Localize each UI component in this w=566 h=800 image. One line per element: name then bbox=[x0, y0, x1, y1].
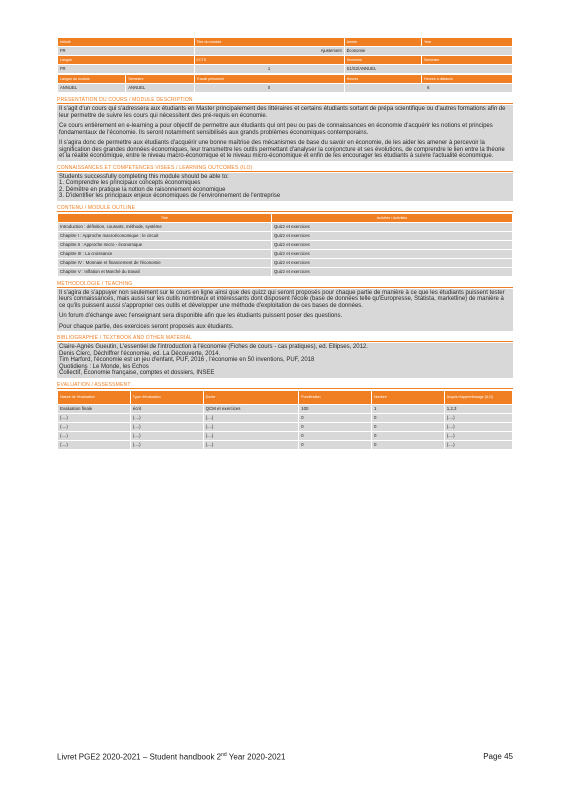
cell: (....) bbox=[130, 413, 203, 422]
cell: Evaluation finale bbox=[58, 404, 131, 413]
column-header: Pondération bbox=[299, 390, 372, 404]
cell: Quizz et exercices bbox=[271, 222, 512, 231]
module-header-table bbox=[57, 37, 513, 74]
cell: (....) bbox=[58, 440, 131, 449]
course-sheet bbox=[57, 37, 513, 450]
column-header: Acquis d'apprentissage (ILO) bbox=[444, 390, 512, 404]
cell: Chapitre III : La croissance bbox=[58, 249, 272, 258]
cell: 100 bbox=[299, 404, 372, 413]
paragraph: Il s'agit d'un cours qui s'adressera aux étudiants en Master principalement des littéraires et certains étudiants sortant de prépa scientifique ou d'autres formations afin de leur permettre de suivre les cours qui nécessitent des pré-requis en économie. bbox=[59, 106, 506, 119]
cell: (....) bbox=[58, 431, 131, 440]
header-label: Année bbox=[344, 38, 421, 47]
header-value: S1/S2/ANNUEL bbox=[344, 65, 512, 74]
header-label: Travail personnel bbox=[194, 75, 344, 84]
paragraph: Il s'agira donc de permettre aux étudiants d'acquérir une bonne maîtrise des mécanismes de base du savoir en économie, de les aider les amener à percevoir la signification des grandes données économiques, leur transmettre les outils permettant d'analyser la conjoncture et ses évolutions, de comprendre le lien entre la théorie et la réalité économique, entre le niveau macro-économique et le niveau micro-économique et enfin de les encourager les étudiants à suivre l'actualité économique. bbox=[59, 140, 505, 159]
header-value: 1 bbox=[194, 65, 344, 74]
header-label: Intitulé bbox=[58, 38, 195, 47]
header-label: ECTS bbox=[194, 56, 344, 65]
cell: Chapitre I : Approche macroéconomique : le circuit bbox=[58, 231, 272, 240]
cell: (....) bbox=[203, 440, 299, 449]
section-title-presentation: PRESENTATION DU COURS / MODULE DESCRIPTION bbox=[57, 96, 513, 104]
line: 2. Démêtre en pratique la notion de raisonnement économique bbox=[59, 186, 226, 193]
cell: (....) bbox=[444, 431, 512, 440]
line: 1. Comprendre les principaux concepts économiques bbox=[59, 180, 201, 186]
header-value: 6 bbox=[344, 84, 512, 93]
paragraph: Ce cours entièrement en e-learning a pour objectif de permettre aux étudiants qui ont peu ou pas de connaissances en économie d'acquérir les notions et principes fondamentaux de l'économie. Ils seront notamment sensibilisés aux grands problèmes économiques contemporains. bbox=[59, 123, 493, 136]
line: Denis Clerc, Déchiffrer l'économie, ed. La Découverte, 2014. bbox=[59, 350, 221, 357]
cell: (....) bbox=[130, 431, 203, 440]
cell: Quizz et exercices bbox=[271, 267, 512, 276]
ilo-text bbox=[57, 173, 513, 201]
column-header: Durée bbox=[203, 390, 299, 404]
presentation-text bbox=[57, 105, 513, 161]
evaluation-table bbox=[57, 390, 513, 450]
header-label: Titre du module bbox=[194, 38, 344, 47]
cell: QCM et exercices bbox=[203, 404, 299, 413]
cell: (....) bbox=[444, 422, 512, 431]
table-row bbox=[58, 231, 513, 240]
column-header: Type d'évaluation bbox=[130, 390, 203, 404]
header-label: Semestre bbox=[126, 75, 194, 84]
cell: Chapitre IV : Monnaie et financement de l'économie bbox=[58, 258, 272, 267]
line: Collectif, Économie française, comptes et dossiers, INSEE bbox=[59, 370, 215, 376]
section-title-evaluation: EVALUATION / ASSESSMENT bbox=[57, 381, 513, 389]
table-row bbox=[58, 222, 513, 231]
column-header: Activités / Activities bbox=[271, 213, 512, 222]
header-value: ANNUEL bbox=[58, 84, 126, 93]
footer-sup: nd bbox=[221, 752, 227, 758]
cell: (....) bbox=[130, 422, 203, 431]
table-row bbox=[58, 440, 513, 449]
cell: Introduction : définition, courants, méthode, système bbox=[58, 222, 272, 231]
table-row bbox=[58, 240, 513, 249]
cell: (....) bbox=[58, 422, 131, 431]
paragraph: Un forum d'échange avec l'enseignant sera disponible afin que les étudiants puissent poser des questions. bbox=[59, 313, 343, 319]
line: Quotidiens : Le Monde, les Echos bbox=[59, 363, 149, 370]
header-label: Heures à distance bbox=[421, 75, 512, 84]
page-footer bbox=[57, 752, 513, 762]
cell: Chapitre V : Inflation et Marché du travail bbox=[58, 267, 272, 276]
header-label: Semestre bbox=[344, 56, 421, 65]
header-label: Heures bbox=[344, 75, 421, 84]
footer-left-rest: Year 2020-2021 bbox=[226, 752, 286, 762]
section-title-bibliography: BIBLIOGRAPHIE / TEXTBOOK AND OTHER MATERIAL bbox=[57, 334, 513, 342]
cell: (....) bbox=[203, 413, 299, 422]
paragraph: Il s'agira de s'appuyer non seulement sur le cours en ligne ainsi que des quizz qui seront proposés pour chaque partie de manière à ce que les étudiants puissent tester leurs connaissances, mais aussi sur les outils nombreux et intéressants dont disposent l'école (base de données telle qu'Europresse, Statista, marketline) de manière à ce qu'ils puissent aussi s'approprier ces outils et développer une méthode d'exploitation de ces bases de données. bbox=[59, 289, 505, 309]
module-hours-table bbox=[57, 74, 513, 93]
line: Students successfully completing this module should be able to: bbox=[59, 173, 229, 180]
cell: 0 bbox=[299, 440, 372, 449]
table-row bbox=[58, 249, 513, 258]
cell: (....) bbox=[58, 413, 131, 422]
table-row bbox=[58, 431, 513, 440]
section-title-methodology: METHODOLOGIE / TEACHING bbox=[57, 280, 513, 288]
header-value: 0 bbox=[194, 84, 344, 93]
cell: 0 bbox=[371, 440, 444, 449]
column-header: Nature de l'évaluation bbox=[58, 390, 131, 404]
cell: (....) bbox=[130, 440, 203, 449]
table-row bbox=[58, 422, 513, 431]
bibliography-text bbox=[57, 343, 513, 378]
column-header: Titre bbox=[58, 213, 272, 222]
table-row bbox=[58, 413, 513, 422]
cell: Quizz et exercices bbox=[271, 249, 512, 258]
table-row bbox=[58, 267, 513, 276]
cell: (....) bbox=[444, 413, 512, 422]
line: Tim Harford, l'économie est un jeu d'enfant, PUF, 2016 , l'économie en 50 inventions, PUF, 2018 bbox=[59, 357, 315, 363]
cell: (....) bbox=[203, 422, 299, 431]
cell: Chapitre II : Approche micro - économique bbox=[58, 240, 272, 249]
footer-left-text: Livret PGE2 2020-2021 – Student handbook 2 bbox=[57, 752, 222, 762]
cell: (....) bbox=[444, 440, 512, 449]
header-label: Langue bbox=[58, 56, 195, 65]
module-subject: Économie bbox=[344, 47, 512, 56]
header-label: Year bbox=[421, 38, 512, 47]
header-label: Semester bbox=[421, 56, 512, 65]
footer-left bbox=[57, 752, 285, 762]
header-label: Langue du module bbox=[58, 75, 126, 84]
module-title: Ajustement bbox=[194, 47, 344, 56]
cell: Quizz et exercices bbox=[271, 231, 512, 240]
table-row bbox=[58, 404, 513, 413]
section-title-ilo: CONNAISSANCES ET COMPETENCES VISEES / LEARNING OUTCOMES (ILO) bbox=[57, 164, 513, 172]
outline-table bbox=[57, 213, 513, 277]
cell: Quizz et exercices bbox=[271, 240, 512, 249]
header-value: FR bbox=[58, 65, 195, 74]
paragraph: Pour chaque partie, des exercices seront proposés aux étudiants. bbox=[59, 323, 234, 330]
cell: 0 bbox=[371, 431, 444, 440]
column-header: Nombre bbox=[371, 390, 444, 404]
line: 3. D'identifier les principaux enjeux économiques de l'environnement de l'entreprise bbox=[59, 193, 281, 199]
line: Claire-Agnès Gueutin, L'essentiel de l'introduction à l'économie (Fiches de cours - cas pratiques), ed. Ellipses, 2012. bbox=[59, 344, 368, 350]
section-title-outline: CONTENU / MODULE OUTLINE bbox=[57, 204, 513, 212]
cell: 1 bbox=[371, 404, 444, 413]
cell: écrit bbox=[130, 404, 203, 413]
cell: 0 bbox=[299, 413, 372, 422]
header-value: FR bbox=[58, 47, 195, 56]
methodology-text bbox=[57, 289, 513, 332]
cell: (....) bbox=[203, 431, 299, 440]
cell: 0 bbox=[299, 431, 372, 440]
header-value: ANNUEL bbox=[126, 84, 194, 93]
cell: 0 bbox=[299, 422, 372, 431]
cell: 0 bbox=[371, 422, 444, 431]
table-row bbox=[58, 258, 513, 267]
cell: 0 bbox=[371, 413, 444, 422]
cell: 1,2,3 bbox=[444, 404, 512, 413]
page-number: Page 45 bbox=[483, 752, 513, 761]
cell: Quizz et exercices bbox=[271, 258, 512, 267]
